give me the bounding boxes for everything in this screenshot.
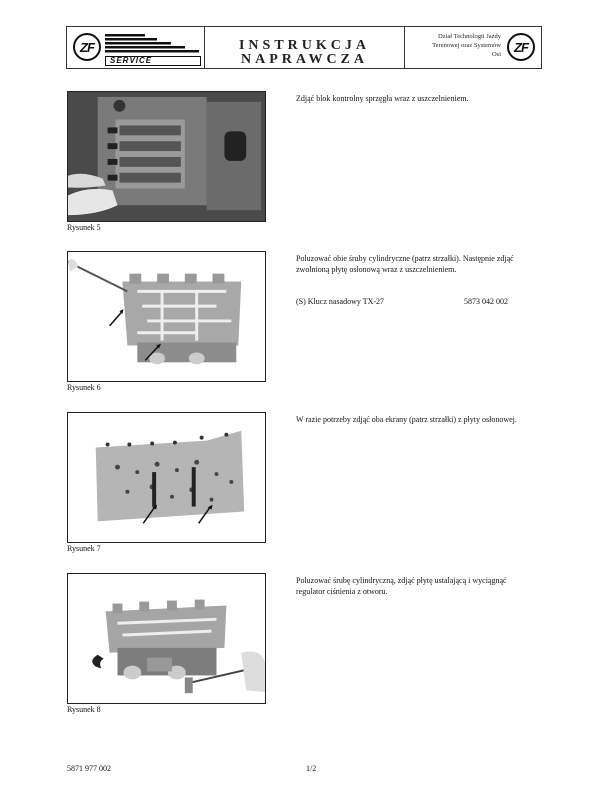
step-5-instruction: Zdjąć blok kontrolny sprzęgła wraz z uszczelnieniem. (296, 94, 469, 103)
header-title-cell (205, 27, 405, 68)
service-label: SERVICE (105, 56, 201, 66)
figure-5-photo (67, 91, 266, 222)
department-text (391, 32, 501, 59)
page-header (66, 26, 542, 69)
figure-7-photo (67, 412, 266, 543)
header-title-line2: NAPRAWCZA (241, 52, 368, 67)
service-stripes-icon (105, 34, 201, 54)
valve-block-on-housing-image (68, 92, 265, 221)
figure-7-caption: Rysunek 7 (67, 544, 101, 553)
figure-6-caption: Rysunek 6 (67, 383, 101, 392)
figure-6-photo (67, 251, 266, 382)
step-7-text (296, 414, 526, 425)
figure-8-photo (67, 573, 266, 704)
zf-logo-text: ZF (80, 39, 94, 55)
header-title-line1: INSTRUKCJA (238, 38, 370, 53)
dept-line-1: Dział Technologii Jazdy (438, 33, 501, 40)
step-7-instruction: W razie potrzeby zdjąć oba ekrany (patrz strzałki) z płyty osłonowej. (296, 415, 517, 424)
header-logo-cell (67, 27, 205, 68)
step-6-text (296, 253, 526, 275)
footer-page-number: 1/2 (306, 764, 317, 773)
tool-number: 5873 042 002 (464, 297, 508, 306)
tool-label: (S) Klucz nasadowy TX-27 (296, 297, 385, 306)
figure-5-caption: Rysunek 5 (67, 223, 101, 232)
zf-logo-icon (73, 33, 101, 61)
step-5-text (296, 93, 526, 104)
step-8-text (296, 575, 526, 597)
cover-plate-screens-image (68, 413, 265, 542)
figure-8-caption: Rysunek 8 (67, 705, 101, 714)
tool-row (296, 297, 526, 306)
dept-line-2: Terenowej oraz Systemów (432, 42, 501, 49)
dept-line-3: Osi (491, 51, 501, 58)
pressure-regulator-removal-image (68, 574, 265, 703)
step-8-instruction: Poluzować śrubę cylindryczną, zdjąć płytę ustalającą i wyciągnąć regulator ciśnienia z otworu. (296, 576, 507, 596)
zf-logo-right-text: ZF (514, 39, 528, 55)
footer-document-number: 5871 977 002 (67, 764, 111, 773)
step-6-instruction: Poluzować obie śruby cylindryczne (patrz strzałki). Następnie zdjąć zwolnioną płytę osłonową wraz z uszczelnieniem. (296, 254, 514, 274)
cover-plate-screws-image (68, 252, 265, 381)
header-dept-cell (405, 27, 541, 68)
zf-logo-right-icon (507, 33, 535, 61)
